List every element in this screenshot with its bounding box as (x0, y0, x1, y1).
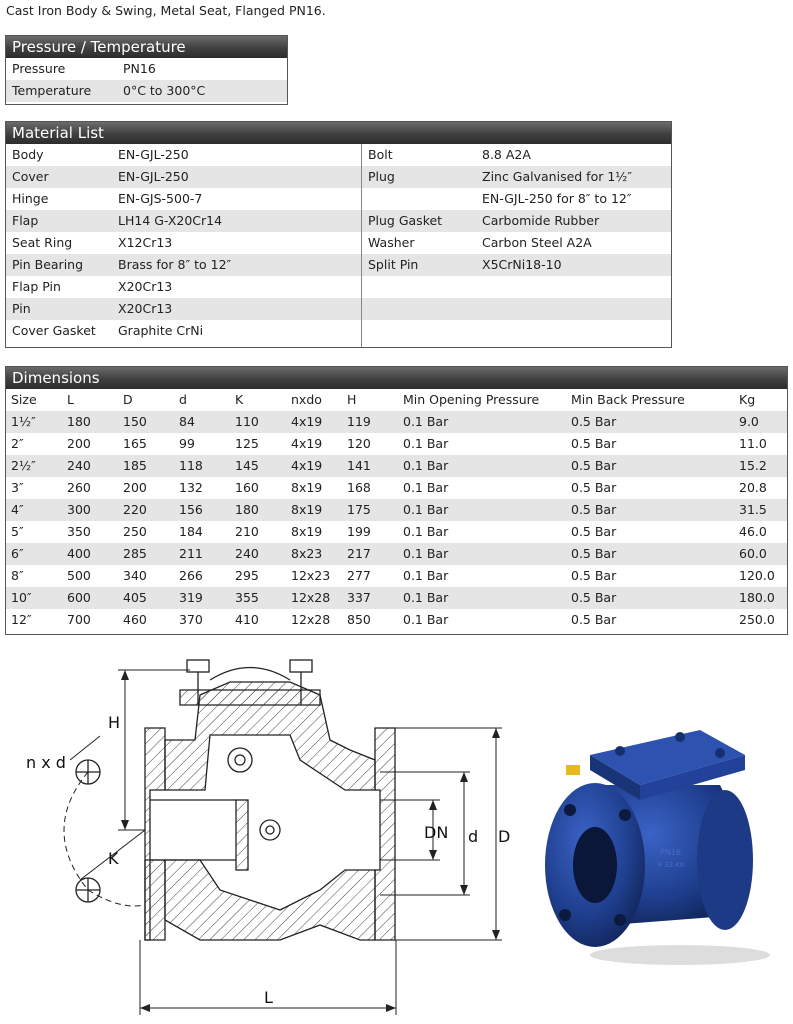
material-label: Plug Gasket (368, 213, 443, 228)
dimensions-cell: 12x28 (291, 590, 331, 605)
bolt-right (290, 660, 312, 672)
label-L: L (264, 988, 273, 1007)
dimensions-header-cell: Min Back Pressure (571, 392, 685, 407)
dimensions-cell: 1½″ (11, 414, 36, 429)
dimensions-cell: 277 (347, 568, 371, 583)
dimensions-header-cell: nxdo (291, 392, 322, 407)
material-value: EN-GJS-500-7 (118, 191, 203, 206)
material-label: Body (12, 147, 44, 162)
material-value: X5CrNi18-10 (482, 257, 562, 272)
label-d: d (468, 827, 479, 846)
pressure-temperature-title: Pressure / Temperature (6, 36, 287, 58)
material-value: LH14 G-X20Cr14 (118, 213, 223, 228)
dimensions-cell: 180 (67, 414, 91, 429)
material-label: Pin Bearing (12, 257, 84, 272)
material-label: Cover (12, 169, 49, 184)
dimensions-cell: 340 (123, 568, 147, 583)
dimensions-cell: 118 (179, 458, 203, 473)
dimensions-cell: 200 (123, 480, 147, 495)
dimensions-cell: 220 (123, 502, 147, 517)
dimensions-header-cell: Kg (739, 392, 756, 407)
right-flange (375, 728, 395, 940)
dimensions-cell: 120 (347, 436, 371, 451)
material-value: Carbomide Rubber (482, 213, 600, 228)
material-list-panel (5, 121, 672, 348)
dimensions-header-row (6, 389, 787, 411)
dimensions-cell: 0.1 Bar (403, 414, 449, 429)
material-label: Split Pin (368, 257, 419, 272)
dimensions-cell: 240 (235, 546, 259, 561)
material-value: X12Cr13 (118, 235, 173, 250)
dimensions-cell: 184 (179, 524, 203, 539)
dimensions-cell: 15.2 (739, 458, 767, 473)
dimensions-cell: 8″ (11, 568, 24, 583)
dimensions-cell: 2″ (11, 436, 24, 451)
material-list-right (362, 144, 671, 342)
material-row (362, 276, 671, 298)
dimensions-title: Dimensions (6, 367, 787, 389)
material-label: Pin (12, 301, 31, 316)
dimensions-header-cell: D (123, 392, 133, 407)
material-list-title: Material List (6, 122, 671, 144)
dimensions-cell: 0.5 Bar (571, 458, 617, 473)
dimensions-cell: 250.0 (739, 612, 775, 627)
material-value: X20Cr13 (118, 279, 173, 294)
dimensions-row (6, 521, 787, 543)
dimensions-cell: 119 (347, 414, 371, 429)
dimensions-cell: 6″ (11, 546, 24, 561)
dimensions-cell: 0.1 Bar (403, 590, 449, 605)
row-label: Temperature (12, 83, 92, 98)
row-label: Pressure (12, 61, 66, 76)
dimensions-cell: 285 (123, 546, 147, 561)
material-label: Flap Pin (12, 279, 61, 294)
dimensions-cell: 99 (179, 436, 195, 451)
dimensions-cell: 0.5 Bar (571, 546, 617, 561)
dimensions-cell: 0.1 Bar (403, 524, 449, 539)
dimensions-cell: 46.0 (739, 524, 767, 539)
dimensions-cell: 145 (235, 458, 259, 473)
dimensions-cell: 168 (347, 480, 371, 495)
dimensions-cell: 0.5 Bar (571, 524, 617, 539)
dimensions-cell: 8x23 (291, 546, 323, 561)
material-row (6, 210, 361, 232)
dimensions-cell: 185 (123, 458, 147, 473)
dimensions-cell: 355 (235, 590, 259, 605)
body-lower (165, 860, 375, 940)
dimensions-cell: 370 (179, 612, 203, 627)
dimensions-cell: 84 (179, 414, 195, 429)
dimensions-cell: 0.1 Bar (403, 458, 449, 473)
dimensions-cell: 0.5 Bar (571, 480, 617, 495)
hinge-pin (228, 748, 252, 772)
dimensions-cell: 410 (235, 612, 259, 627)
dimensions-cell: 0.5 Bar (571, 568, 617, 583)
dimensions-row (6, 411, 787, 433)
dimensions-cell: 295 (235, 568, 259, 583)
valve-cross-section-drawing (0, 640, 520, 1024)
dimensions-cell: 165 (123, 436, 147, 451)
material-label: Cover Gasket (12, 323, 96, 338)
dimensions-cell: 0.1 Bar (403, 436, 449, 451)
material-row (6, 276, 361, 298)
dimensions-header-cell: L (67, 392, 74, 407)
dimensions-cell: 250 (123, 524, 147, 539)
material-row (6, 298, 361, 320)
dimensions-cell: 600 (67, 590, 91, 605)
pressure-temperature-rows (6, 58, 287, 102)
dimensions-cell: 4″ (11, 502, 24, 517)
dimensions-cell: 31.5 (739, 502, 767, 517)
dimensions-cell: 4x19 (291, 436, 323, 451)
dimensions-cell: 10″ (11, 590, 32, 605)
label-H: H (108, 713, 121, 732)
dimensions-cell: 0.5 Bar (571, 590, 617, 605)
dimensions-cell: 850 (347, 612, 371, 627)
material-row (362, 166, 671, 188)
material-row (6, 144, 361, 166)
dimensions-cell: 8x19 (291, 502, 323, 517)
dimensions-row (6, 455, 787, 477)
material-row (362, 188, 671, 210)
dimensions-cell: 5″ (11, 524, 24, 539)
dimensions-cell: 2½″ (11, 458, 36, 473)
dimensions-header-cell: H (347, 392, 357, 407)
dimensions-cell: 266 (179, 568, 203, 583)
row-value: PN16 (123, 61, 156, 76)
dimensions-cell: 0.1 Bar (403, 568, 449, 583)
material-row (362, 232, 671, 254)
material-value: Graphite CrNi (118, 323, 204, 338)
dimensions-cell: 12x23 (291, 568, 331, 583)
dimensions-cell: 9.0 (739, 414, 759, 429)
dimensions-cell: 8x19 (291, 480, 323, 495)
dimensions-cell: 180.0 (739, 590, 775, 605)
dimensions-row (6, 565, 787, 587)
row-value: 0°C to 300°C (123, 83, 206, 98)
dimensions-cell: 180 (235, 502, 259, 517)
material-row (6, 188, 361, 210)
dimensions-cell: 199 (347, 524, 371, 539)
dimensions-cell: 20.8 (739, 480, 767, 495)
material-label: Plug (368, 169, 395, 184)
dimensions-cell: 0.1 Bar (403, 502, 449, 517)
dimensions-cell: 120.0 (739, 568, 775, 583)
dimensions-cell: 141 (347, 458, 371, 473)
material-row (6, 320, 361, 342)
pressure-temperature-row (6, 80, 287, 102)
dimensions-cell: 0.5 Bar (571, 414, 617, 429)
dimensions-cell: 4x19 (291, 414, 323, 429)
material-row (6, 166, 361, 188)
dimensions-panel (5, 366, 788, 635)
dimensions-cell: 156 (179, 502, 203, 517)
dimensions-cell: 260 (67, 480, 91, 495)
dimensions-cell: 0.1 Bar (403, 546, 449, 561)
material-label: Washer (368, 235, 415, 250)
dimensions-cell: 300 (67, 502, 91, 517)
dimensions-row (6, 609, 787, 631)
pressure-temperature-panel (5, 35, 288, 105)
dimensions-cell: 217 (347, 546, 371, 561)
material-label: Seat Ring (12, 235, 73, 250)
dimensions-cell: 12x28 (291, 612, 331, 627)
photo-marking-pn16: PN16 (660, 848, 681, 857)
material-value: Brass for 8″ to 12″ (118, 257, 232, 272)
dimensions-header-cell: Size (11, 392, 37, 407)
dimensions-cell: 132 (179, 480, 203, 495)
dimensions-cell: 160 (235, 480, 259, 495)
material-value: EN-GJL-250 (118, 147, 189, 162)
dimensions-cell: 200 (67, 436, 91, 451)
dimensions-cell: 60.0 (739, 546, 767, 561)
dimensions-cell: 125 (235, 436, 259, 451)
label-nxd: n x d (26, 753, 66, 772)
material-list-left (6, 144, 361, 342)
dimensions-cell: 3″ (11, 480, 24, 495)
material-row (6, 254, 361, 276)
label-DN: DN (424, 823, 449, 842)
dimensions-row (6, 587, 787, 609)
dimensions-cell: 211 (179, 546, 203, 561)
material-row (6, 232, 361, 254)
dimensions-row (6, 499, 787, 521)
dimensions-cell: 150 (123, 414, 147, 429)
dimensions-cell: 400 (67, 546, 91, 561)
dimensions-cell: 0.5 Bar (571, 502, 617, 517)
cover (180, 690, 320, 705)
dimensions-cell: 0.5 Bar (571, 612, 617, 627)
dimensions-cell: 700 (67, 612, 91, 627)
bolt-left (187, 660, 209, 672)
valve-product-photo (540, 715, 780, 975)
dimensions-cell: 210 (235, 524, 259, 539)
dimensions-cell: 240 (67, 458, 91, 473)
dimensions-cell: 405 (123, 590, 147, 605)
pressure-temperature-row (6, 58, 287, 80)
dimensions-cell: 8x19 (291, 524, 323, 539)
dimensions-cell: 350 (67, 524, 91, 539)
dimensions-cell: 110 (235, 414, 259, 429)
left-flange-lower (145, 860, 165, 940)
dimensions-row (6, 543, 787, 565)
dimensions-cell: 12″ (11, 612, 32, 627)
material-label: Hinge (12, 191, 49, 206)
dimensions-table (6, 389, 787, 631)
dimensions-header-cell: Min Opening Pressure (403, 392, 540, 407)
dimensions-header-cell: d (179, 392, 187, 407)
dimensions-cell: 0.1 Bar (403, 480, 449, 495)
label-D: D (498, 827, 511, 846)
material-label: Bolt (368, 147, 393, 162)
material-value: Carbon Steel A2A (482, 235, 592, 250)
dimensions-cell: 0.5 Bar (571, 436, 617, 451)
material-value: EN-GJL-250 (118, 169, 189, 184)
material-row (362, 254, 671, 276)
intro-text: Cast Iron Body & Swing, Metal Seat, Flanged PN16. (6, 3, 326, 18)
photo-marking-code: F 33 KK (658, 861, 685, 869)
material-row (362, 298, 671, 320)
dimensions-cell: 4x19 (291, 458, 323, 473)
dimensions-cell: 337 (347, 590, 371, 605)
material-list-divider (361, 144, 362, 347)
dimensions-cell: 11.0 (739, 436, 767, 451)
dimensions-cell: 175 (347, 502, 371, 517)
material-value: 8.8 A2A (482, 147, 531, 162)
dimensions-cell: 500 (67, 568, 91, 583)
dimensions-row (6, 477, 787, 499)
material-value: EN-GJL-250 for 8″ to 12″ (482, 191, 632, 206)
flap (236, 800, 248, 870)
dimensions-cell: 460 (123, 612, 147, 627)
label-K: K (108, 849, 119, 868)
material-label: Flap (12, 213, 39, 228)
dimensions-cell: 319 (179, 590, 203, 605)
dimensions-cell: 0.1 Bar (403, 612, 449, 627)
material-value: X20Cr13 (118, 301, 173, 316)
material-row (362, 210, 671, 232)
material-value: Zinc Galvanised for 1½″ (482, 169, 633, 184)
dimensions-row (6, 433, 787, 455)
material-row (362, 144, 671, 166)
material-row (362, 320, 671, 342)
dimensions-header-cell: K (235, 392, 244, 407)
